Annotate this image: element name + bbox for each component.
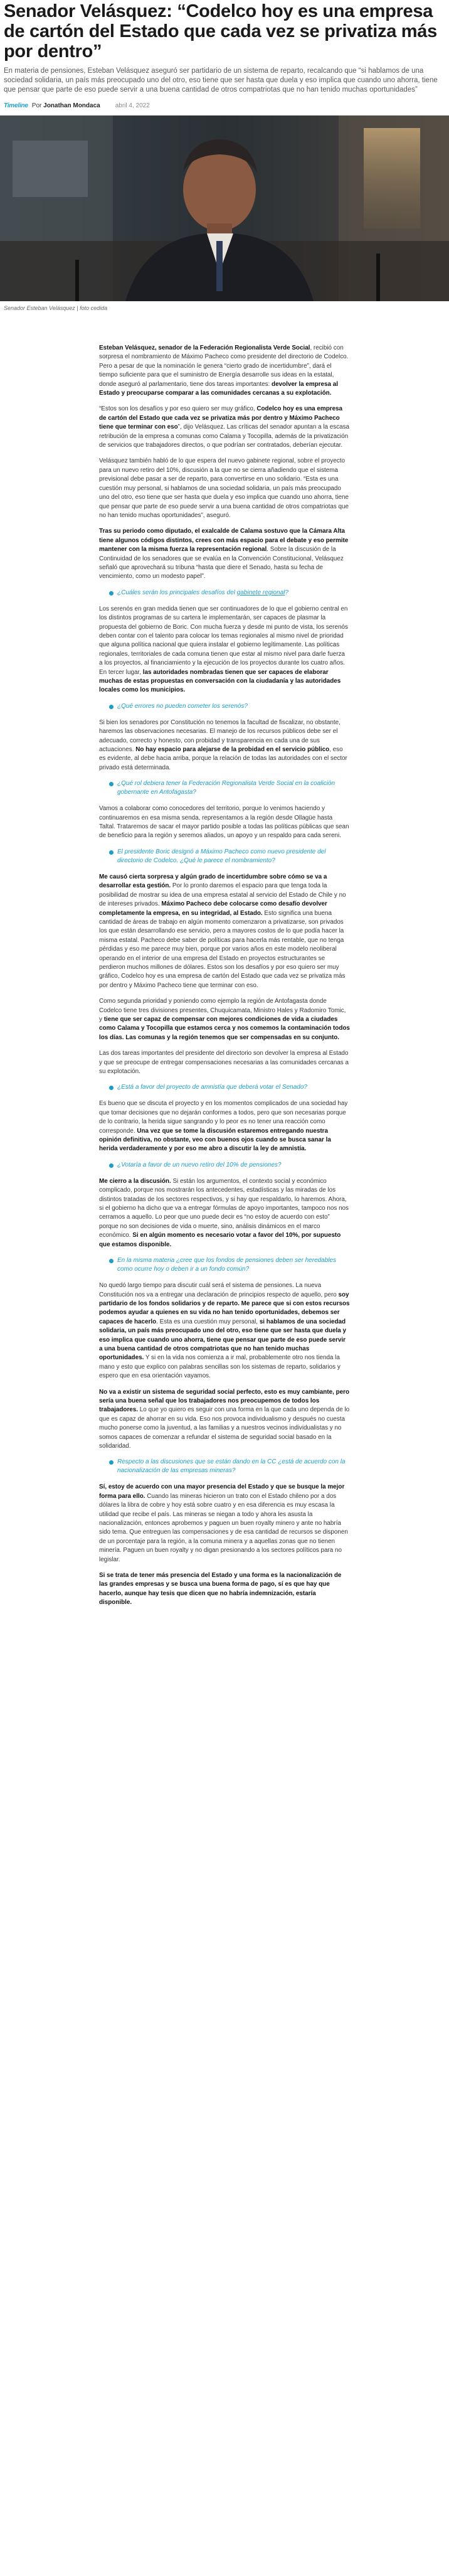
interview-question (99, 1161, 350, 1170)
publish-date: abril 4, 2022 (115, 102, 150, 109)
question-text: Respecto a las discusiones que se están dando en la CC ¿está de acuerdo con la nacionalización de las empresas mineras? (117, 1458, 346, 1475)
interview-question (99, 1083, 350, 1092)
article-paragraph: Como segunda prioridad y poniendo como ejemplo la región de Antofagasta donde Codelco tiene tres divisiones presentes, Chuquicamata, Ministro Hales y Radomiro Tomic, y tiene que ser capaz de compensar con mejores condiciones de vida a ciudades como Calama y Tocopilla que estamos cerca y nos comemos la contaminación todos los días. Las comunas y la región tenemos que ser compensadas en su conjunto. (99, 998, 350, 1041)
article-paragraph: Los serenós en gran medida tienen que ser continuadores de lo que el gobierno central en los distintos programas de su cartera le implementarán, ser capaces de plasmar la propuesta del gobierno de Boric. Con mucha fuerza y desde mi punto de vista, los serenós deben contar con el talento para colocar los temas regionales al mismo nivel de prioridad que alguna política nacional que quiera instalar el gobierno legítimamente. Las políticas regionales, territoriales de cada comuna tienen que estar al mismo nivel para darle fuerza a los proyectos, al financiamiento y la ejecución de los proyectos durante los cuatro años. En tercer lugar, las autoridades nombradas tienen que ser capaces de elaborar muchas de estas propuestas en conversación con la ciudadanía y las autoridades locales como los municipios. (99, 605, 348, 694)
image-caption: Senador Esteban Velásquez | foto cedida (4, 305, 108, 311)
article-lead: En materia de pensiones, Esteban Velásquez aseguró ser partidario de un sistema de reparto, recalcando que “si hablamos de una sociedad solidaria, un país más preocupado uno del otro, eso tiene que ser hasta que duela y eso implica que cuando uno ahorra, tiene que pensar que parte de eso puede servir a una buena cantidad de otros compatriotas que no han tenido muchas oportunidades” (4, 67, 438, 94)
author-name[interactable]: Jonathan Mondaca (43, 102, 100, 109)
article-paragraph: Vamos a colaborar como conocedores del territorio, porque lo venimos haciendo y continuaremos en esa misma senda, representamos a la región desde Ollagüe hasta Taltal. Trataremos de sacar el mayor partido posible a todas las políticas públicas que sean de beneficio para la región y seremos aliados, un apoyo y un respaldo para cada sereni. (99, 805, 349, 840)
question-text: ¿Qué errores no pueden cometer los serenós? (117, 702, 248, 710)
article-paragraph: Tras su periodo como diputado, el exalcalde de Calama sostuvo que la Cámara Alta tiene algunos códigos distintos, crees con más espacio para el debate y eso permite mantener con la misma fuerza la representación regional. Sobre la discusión de la Continuidad de los senadores que se evalúa en la Convención Constitucional, Velásquez señaló que aprovechará su tribuna “hasta que diere el Senado, hasta su fecha de vencimiento, como un modesto papel”. (99, 528, 349, 580)
question-bullet-icon (109, 850, 114, 855)
article-body (0, 311, 449, 1608)
question-text: ¿Qué rol debiera tener la Federación Regionalista Verde Social en la coalición gobernante en Antofagasta? (117, 780, 335, 796)
article-paragraph: Me causó cierta sorpresa y algún grado de incertidumbre sobre cómo se va a desarrollar esta gestión. Por lo pronto daremos el espacio para que tenga toda la posibilidad de mostrar su idea de una empresa estatal al servicio del Estado de Chile y no de intereses privados. Máximo Pacheco debe colocarse como desafío devolver completamente la empresa, en su integridad, al Estado. Esto significa una buena cantidad de áreas de trabajo en algún momento comenzaron a privatizarse, son privados los que están desarrollando ese servicio, pero a mayores costos de lo que podía hacer la misma estatal. Pacheco debe saber de políticas para hacerla más rentable, que no tenga pérdidas y eso me parece muy bien, porque por varios años en este modelo neoliberal operando en el interior de una empresa del Estado en proyectos estructurantes se perdieron muchos millones de dólares. Estos son los desafíos y por eso quiero ser muy gráfico, Codelco hoy es una empresa de cartón del Estado que cada vez se privatiza más por dentro y Máximo Pacheco tiene que terminar con eso. (99, 873, 346, 989)
article-paragraph: Sí, estoy de acuerdo con una mayor presencia del Estado y que se busque la mejor forma para ello. Cuando las mineras hicieron un trato con el Estado chileno por a dos dólares la libra de cobre y hoy está sobre cuatro y en esa diferencia es muy escasa la utilidad que recibe el país. Las mineras se niegan a todo y ahora les asusta la nacionalización, entonces aprobemos y paguen un buen royalty minero y ante no habría sido tema. Que entreguen las compensaciones y de esa cantidad de recursos se disponen de un porcentaje para la región, a la comuna minera y a aquellas zonas que no tienen minería. Paguen un buen royalty y no digan presionando a los sectores políticos para no legislar. (99, 1483, 348, 1563)
question-text: ¿Votaría a favor de un nuevo retiro del 10% de pensiones? (117, 1161, 282, 1168)
question-text: En la misma materia ¿cree que los fondos de pensiones deben ser heredables como ocurre hoy o deben ir a un fondo común? (117, 1257, 337, 1273)
article-paragraph: Velásquez también habló de lo que espera del nuevo gabinete regional, sobre el proyecto para un nuevo retiro del 10%, discusión a la que no se cierra añadiendo que el sistema previsional debe pasar a ser de reparto, para convertirse en uno solidario. “Esta es una cuestión muy personal, si hablamos de una sociedad solidaria, un país más preocupado uno del otro, eso tiene que ser hasta que duela y eso implica que cuando uno ahorra, tiene que pensar que parte de eso puede servir a una buena cantidad de otros compatriotas que no han tenido muchas oportunidades”, aseguró. (99, 457, 349, 519)
interview-question (99, 1458, 350, 1475)
author (32, 102, 100, 109)
article-paragraph: Las dos tareas importantes del presidente del directorio son devolver la empresa al Estado y que se preocupe de entregar compensaciones necesarias a las comunidades cercanas a su explotación. (99, 1050, 349, 1075)
question-bullet-icon (109, 1086, 114, 1090)
brand-logo[interactable]: Timeline (4, 102, 28, 109)
article-paragraph: Es bueno que se discuta el proyecto y en los momentos complicados de una sociedad hay que tomar decisiones que no dejarán conformes a todos, pero que son necesarias porque de lo contrario, la herida sigue sangrando y lo peor es no tener una reacción como corresponde. Una vez que se tome la discusión estaremos entregando nuestra opinión definitiva, no obstante, veo con buenos ojos cuando se busca sanar la herida verdaderamente y por eso me abro a discutir la ley de amnistía. (99, 1100, 348, 1153)
interview-question (99, 589, 350, 597)
question-bullet-icon (109, 782, 114, 786)
senator-photo (0, 115, 449, 301)
article-paragraph: Si se trata de tener más presencia del Estado y una forma es la nacionalización de las grandes empresas y se busca una buena forma de pago, sí es que hay que hacerlo, aunque hay tesis que dicen que no habría indemnización, estaría disponible. (99, 1572, 342, 1606)
article-paragraph: No quedó largo tiempo para discutir cuál será el sistema de pensiones. La nueva Constitución nos va a entregar una declaración de principios respecto de aquello, pero soy partidario de los fondos solidarios y de reparto. Me parece que si con estos recursos podemos ayudar a quienes en su vida no han tenido oportunidades, debemos ser capaces de hacerlo. Esta es una cuestión muy personal, si hablamos de una sociedad solidaria, un país más preocupado uno del otro, eso tiene que ser hasta que duela y eso implica que cuando uno ahorra, tiene que pensar que parte de eso puede servir a una buena cantidad de otros compatriotas que no han tenido muchas oportunidades. Y si en la vida nos comienza a ir mal, probablemente otro nos tienda la mano y esto que explico con palabras sencillas son los sistemas de reparto, solidarios y espero que en esa orientación vayamos. (99, 1282, 350, 1380)
question-text: ¿Está a favor del proyecto de amnistía que deberá votar el Senado? (117, 1084, 307, 1091)
article-paragraph: Esteban Velásquez, senador de la Federación Regionalista Verde Social, recibió con sorpresa el nombramiento de Máximo Pacheco como presidente del directorio de Codelco. Pero a pesar de que la nominación le genera “cierto grado de incertidumbre”, dará el tiempo suficiente para que el suministro de Energía desarrolle sus ideas en la estatal, donde aseguró al parlamentario, tiene dos tareas importantes: devolver la empresa al Estado y preocuparse comparar a las comunidades cercanas a su explotación. (99, 345, 349, 397)
article-paragraph: Si bien los senadores por Constitución no tenemos la facultad de fiscalizar, no obstante, haremos las observaciones necesarias. El manejo de los recursos públicos debe ser el adecuado, correcto y honesto, con probidad y transparencia en cada una de sus actuaciones. No hay espacio para alejarse de la probidad en el servicio público, eso es evidente, al debe hacia arriba, porque la relación de todas las autoridades con el sector privado está determinada. (99, 719, 347, 771)
article-title: Senador Velásquez: “Codelco hoy es una empresa de cartón del Estado que cada vez se privatiza más por dentro” (4, 1, 437, 61)
question-bullet-icon (109, 1163, 114, 1168)
article-paragraph: No va a existir un sistema de seguridad social perfecto, esto es muy cambiante, pero sería una buena señal que los trabajadores nos preocupemos de todos los trabajadores. Lo que yo quiero es seguir con una forma en la que cada uno dependa de lo que es capaz de ahorrar en su vida. Eso nos provoca individualismo y después no cuesta mucho ponerse como la juventud, a las familias y a nuestros vecinos individualistas y no somos capaces de comenzar a refundar el sistema de seguridad social basado en la solidaridad. (99, 1388, 350, 1450)
interview-question (99, 848, 350, 865)
question-bullet-icon (109, 1460, 114, 1465)
article-paragraph: “Estos son los desafíos y por eso quiero ser muy gráfico, Codelco hoy es una empresa de cartón del Estado que cada vez se privatiza más por dentro y Máximo Pacheco tiene que terminar con eso”, dijo Velásquez. Las críticas del senador apuntan a la escasa retribución de la empresa a comunas como Calama y Tocopilla, además de la privatización de servicios que trabajadores directos, o que podrían ser contratados, deberían ejecutar. (99, 405, 350, 449)
author-prefix: Por (31, 102, 42, 109)
article-paragraph: Me cierro a la discusión. Si están los argumentos, el contexto social y económico complicado, porque nos mostrarán los antecedentes, estadísticas y las miradas de los distintos tratadas de los sectores respectivos, y si hay que respaldarlo, lo haremos. Ahora, si el gobierno ha dicho que va a entregar fórmulas de apoyo importantes, tampoco nos nos cerramos a aquello. Lo peor que uno puede decir es “no estoy de acuerdo con esto” porque no son decisiones de vida o muerte, sino, análisis dinámicos en el marco económico. Si en algún momento es necesario votar a favor del 10%, por supuesto que estamos disponible. (99, 1177, 349, 1248)
interview-question (99, 779, 350, 797)
question-text: El presidente Boric designó a Máximo Pacheco como nuevo presidente del directorio de Codelco. ¿Qué le parece el nombramiento? (117, 848, 326, 864)
question-bullet-icon (109, 591, 114, 596)
question-bullet-icon (109, 705, 114, 709)
interview-question (99, 1256, 350, 1274)
interview-question (99, 702, 350, 711)
question-text: ¿Cuáles serán los principales desafíos del gabinete regional? (117, 589, 288, 596)
hero-image (0, 115, 449, 301)
question-bullet-icon (109, 1259, 114, 1263)
byline (0, 95, 449, 109)
